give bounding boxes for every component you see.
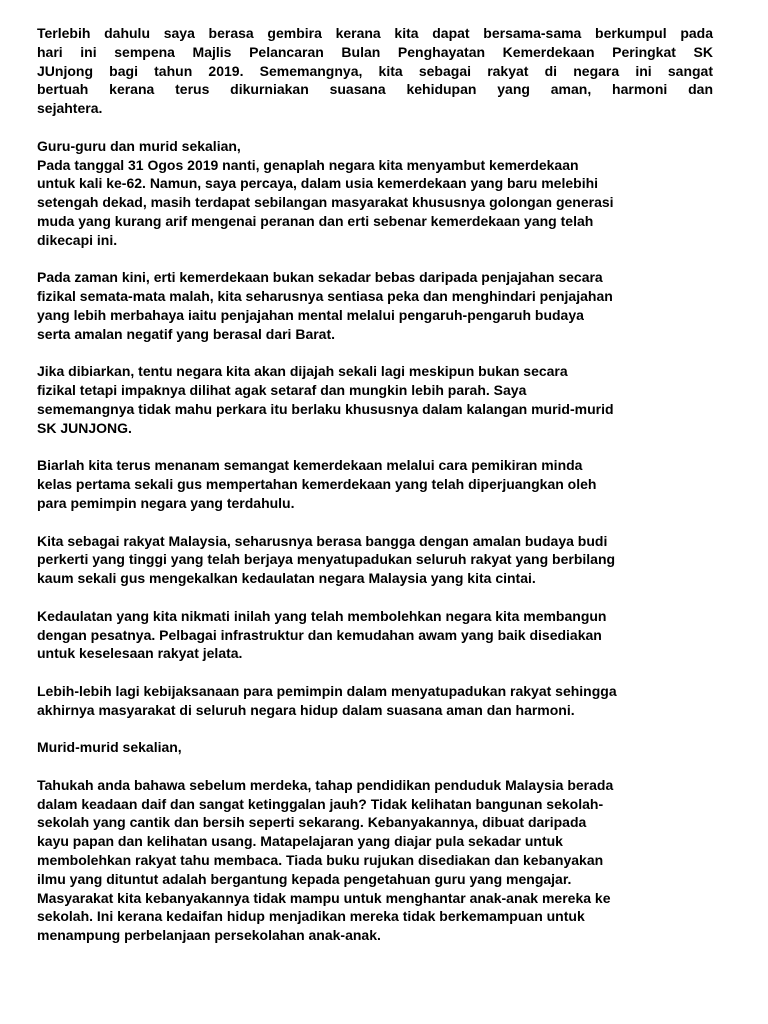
text-line: Pada tanggal 31 Ogos 2019 nanti, genaplah negara kita menyambut kemerdekaan [37,156,579,173]
text-line: serta amalan negatif yang berasal dari Barat. [37,325,336,342]
text-line: Pada zaman kini, erti kemerdekaan bukan sekadar bebas daripada penjajahan secara [37,269,603,286]
paragraph-salutation [37,738,713,757]
text-line: Biarlah kita terus menanam semangat kemerdekaan melalui cara pemikiran minda [37,457,583,474]
text-line: sekolah yang cantik dan bersih seperti sekarang. Kebanyakannya, dibuat daripada [37,814,587,831]
text-line: sememangnya tidak mahu perkara itu berlaku khususnya dalam kalangan murid-murid [37,400,614,417]
text-line: kayu papan dan kelihatan usang. Matapelajaran yang diajar pula sekadar untuk [37,833,563,850]
text-line: perkerti yang tinggi yang telah berjaya menyatupadukan seluruh rakyat yang berbilang [37,551,616,568]
text-line: ilmu yang dituntut adalah bergantung kepada pengetahuan guru yang mengajar. [37,870,572,887]
text-line: sekolah. Ini kerana kedaifan hidup menjadikan mereka tidak berkemampuan untuk [37,908,585,925]
text-line: Kita sebagai rakyat Malaysia, seharusnya berasa bangga dengan amalan budaya budi [37,532,608,549]
paragraph-kebijaksanaan [37,682,713,720]
paragraph-semangat [37,456,713,512]
text-line: fizikal tetapi impaknya dilihat agak setaraf dan mungkin lebih parah. Saya [37,382,527,399]
text-line: dengan pesatnya. Pelbagai infrastruktur dan kemudahan awam yang baik disediakan [37,626,602,643]
text-line: menampung perbelanjaan persekolahan anak-anak. [37,927,381,944]
text-line: kaum sekali gus mengekalkan kedaulatan negara Malaysia yang kita cintai. [37,570,536,587]
text-line: dikecapi ini. [37,231,118,248]
text-line: Masyarakat kita kebanyakannya tidak mampu untuk menghantar anak-anak mereka ke [37,889,611,906]
text-line: untuk keselesaan rakyat jelata. [37,645,243,662]
text-line: muda yang kurang arif mengenai peranan dan erti sebenar kemerdekaan yang telah [37,212,594,229]
speech-text [37,24,713,945]
text-line: JUnjong bagi tahun 2019. Sememangnya, kita sebagai rakyat di negara ini sangat [37,62,713,79]
text-line: Jika dibiarkan, tentu negara kita akan dijajah sekali lagi meskipun bukan secara [37,363,568,380]
text-line: kelas pertama sekali gus mempertahan kemerdekaan yang telah diperjuangkan oleh [37,476,597,493]
text-line: Tahukah anda bahawa sebelum merdeka, tahap pendidikan penduduk Malaysia berada [37,776,614,793]
text-line: Lebih-lebih lagi kebijaksanaan para pemimpin dalam menyatupadukan rakyat sehingga [37,682,617,699]
paragraph-pendidikan [37,776,713,945]
text-line: membolehkan rakyat tahu membaca. Tiada buku rujukan disediakan dan kebanyakan [37,852,604,869]
paragraph-opening [37,24,713,118]
text-line: sejahtera. [37,100,103,117]
text-line: Guru-guru dan murid sekalian, [37,137,241,154]
text-line: akhirnya masyarakat di seluruh negara hidup dalam suasana aman dan harmoni. [37,701,575,718]
text-line: dalam keadaan daif dan sangat ketinggalan jauh? Tidak kelihatan bangunan sekolah- [37,795,604,812]
paragraph-zaman-kini [37,268,713,343]
text-line: para pemimpin negara yang terdahulu. [37,494,295,511]
text-line: setengah dekad, masih terdapat sebilangan masyarakat khususnya golongan generasi [37,194,614,211]
text-line: Murid-murid sekalian, [37,739,182,756]
text-line: yang lebih merbahaya iaitu penjajahan mental melalui pengaruh-pengaruh budaya [37,306,584,323]
paragraph-rakyat-malaysia [37,532,713,588]
paragraph-kedaulatan [37,607,713,663]
text-line: untuk kali ke-62. Namun, saya percaya, dalam usia kemerdekaan yang baru melebihi [37,175,599,192]
text-line: fizikal semata-mata malah, kita seharusnya sentiasa peka dan menghindari penjajahan [37,288,613,305]
text-line: Terlebih dahulu saya berasa gembira kerana kita dapat bersama-sama berkumpul pada [37,25,713,41]
paragraph-greeting [37,137,713,250]
text-line: bertuah kerana terus dikurniakan suasana kehidupan yang aman, harmoni dan [37,81,713,98]
text-line: Kedaulatan yang kita nikmati inilah yang telah membolehkan negara kita membangun [37,607,607,624]
text-line: SK JUNJONG. [37,419,132,436]
text-line: hari ini sempena Majlis Pelancaran Bulan Penghayatan Kemerdekaan Peringkat SK [37,43,713,60]
paragraph-dibiarkan [37,362,713,437]
